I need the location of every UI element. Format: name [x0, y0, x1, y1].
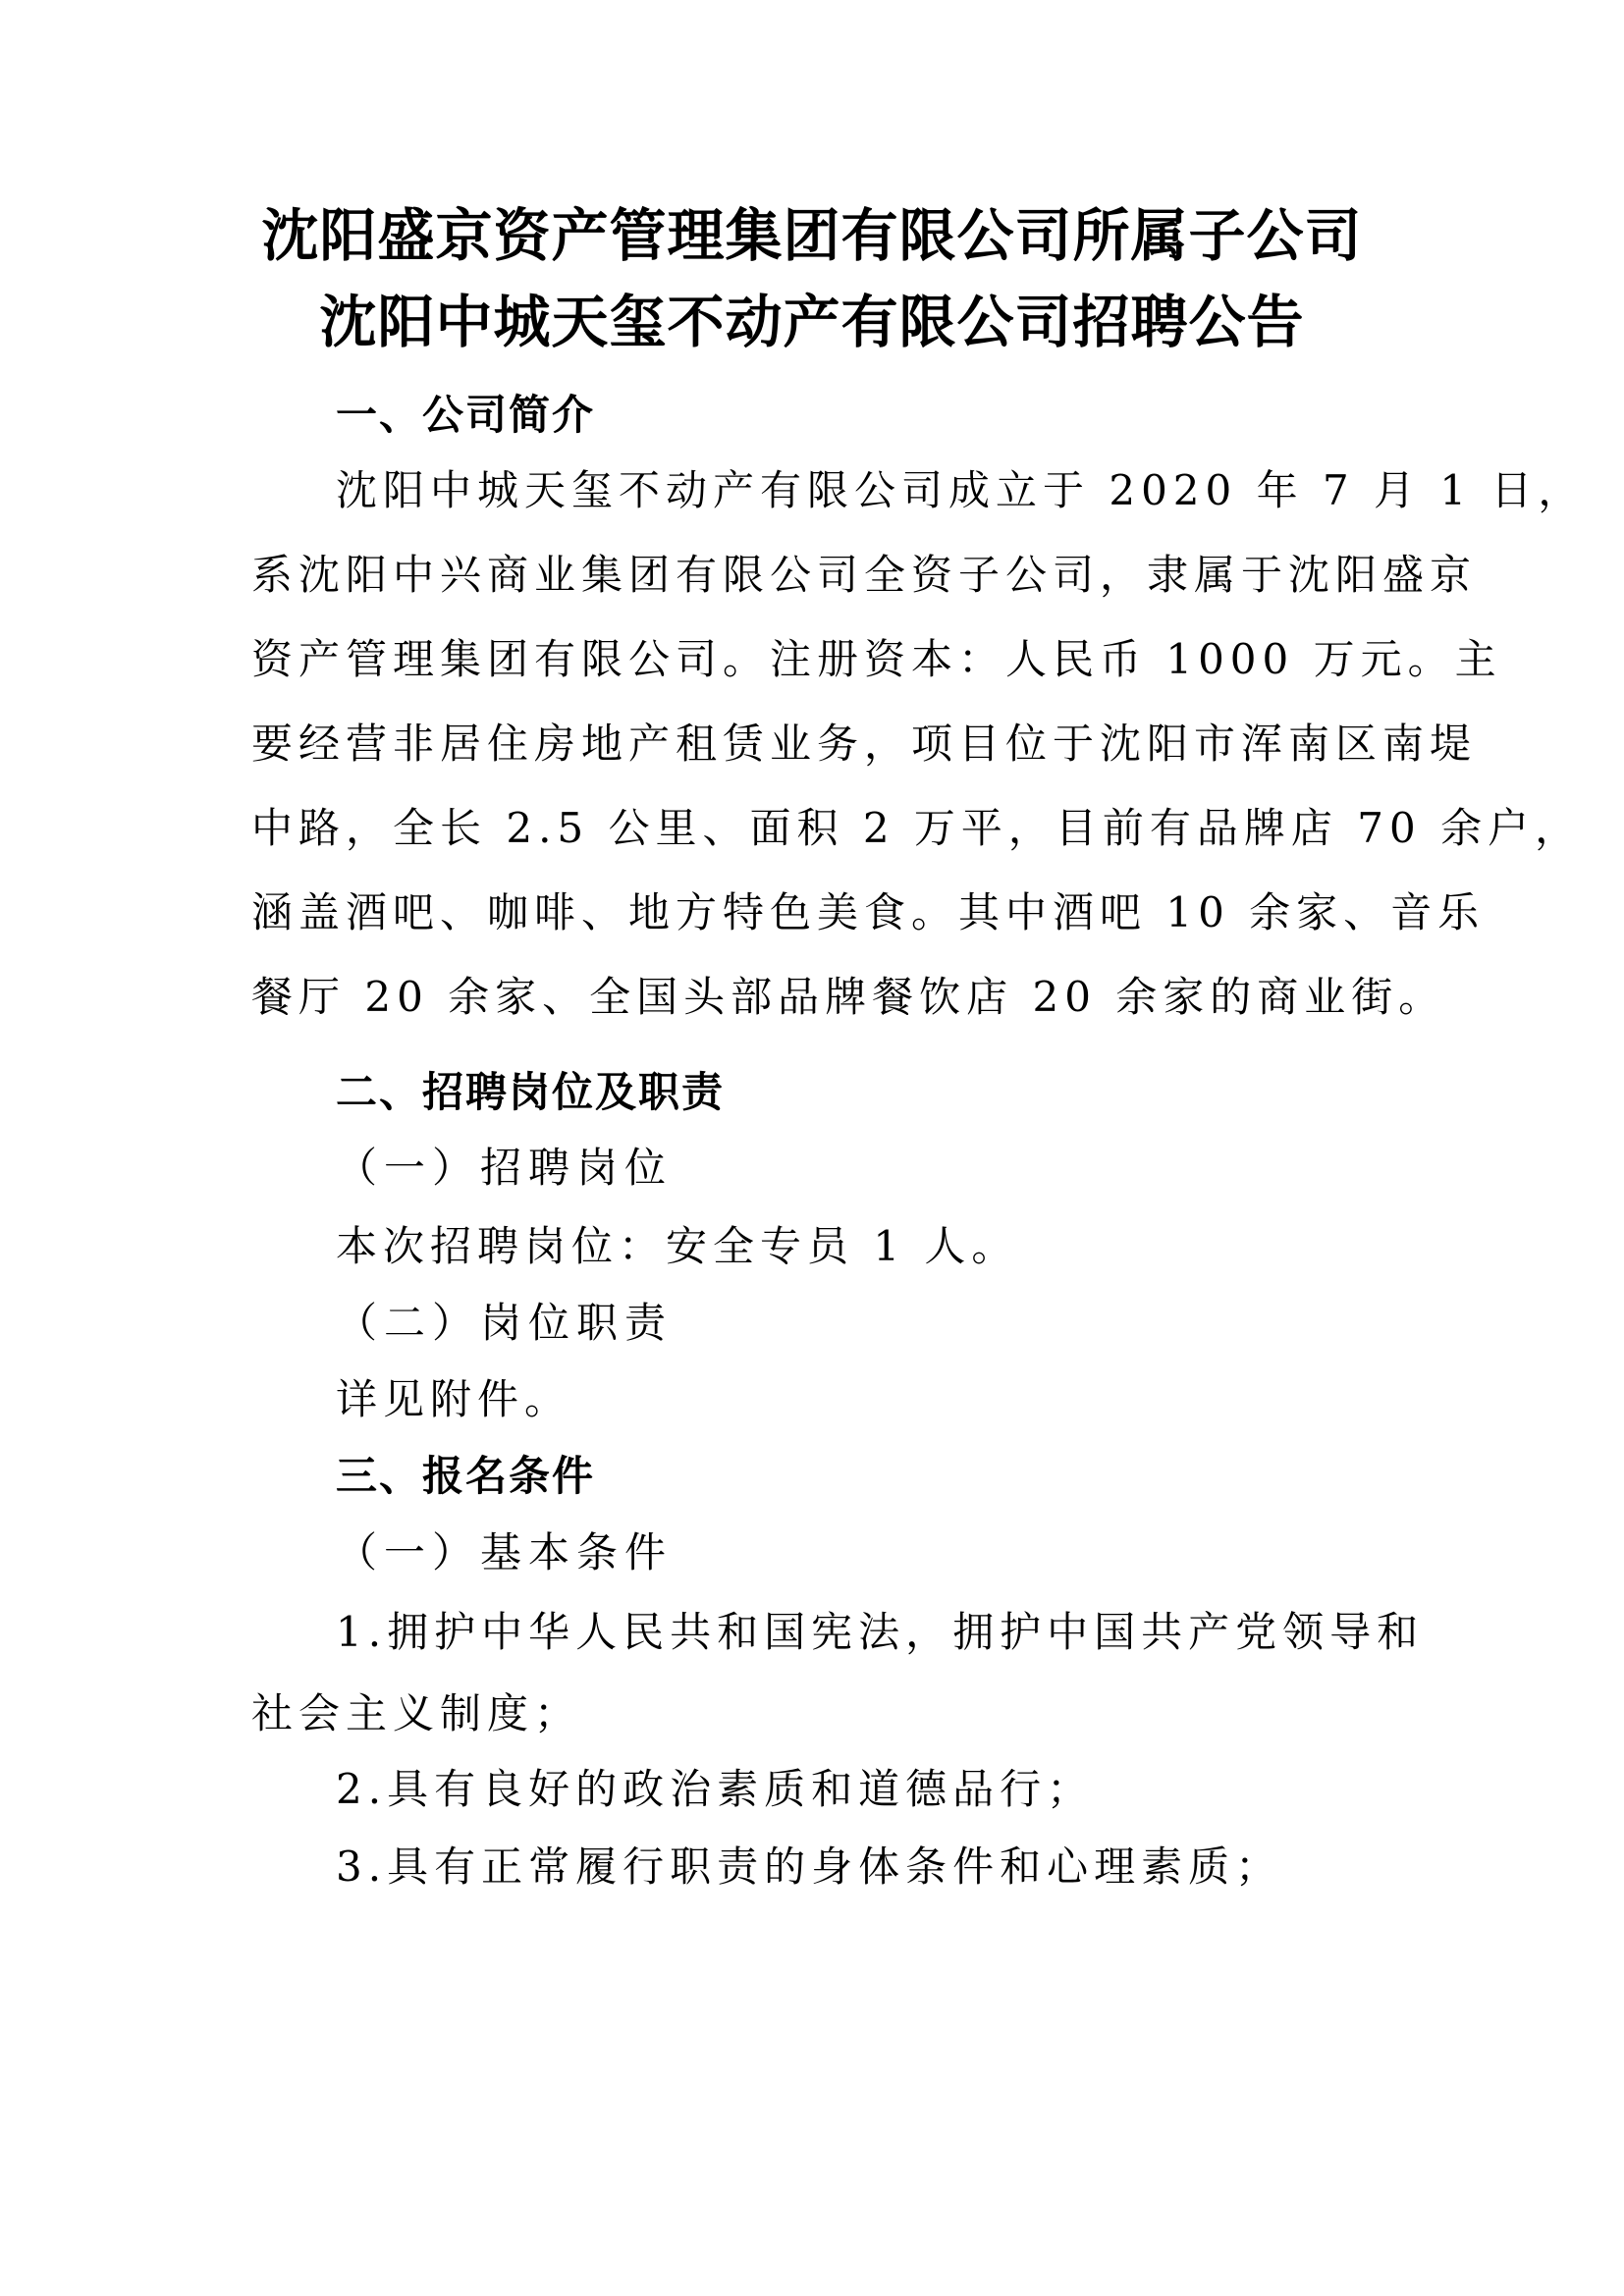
- paragraph-line: 要经营非居住房地产租赁业务，项目位于沈阳市浑南区南堤: [251, 720, 1478, 768]
- position-text: 本次招聘岗位：安全专员 1 人。: [336, 1222, 1019, 1270]
- requirement-item: 3.具有正常履行职责的身体条件和心理素质；: [336, 1842, 1283, 1891]
- section-heading-requirements: 三、报名条件: [336, 1452, 596, 1500]
- subsection-heading-position: （一）招聘岗位: [336, 1144, 674, 1192]
- requirement-item: 1.拥护中华人民共和国宪法，拥护中国共产党领导和: [336, 1608, 1425, 1656]
- requirement-item-continuation: 社会主义制度；: [251, 1689, 582, 1737]
- paragraph-line: 餐厅 20 余家、全国头部品牌餐饮店 20 余家的商业街。: [251, 973, 1446, 1021]
- paragraph-line: 资产管理集团有限公司。注册资本：人民币 1000 万元。主: [251, 635, 1502, 683]
- paragraph-line: 系沈阳中兴商业集团有限公司全资子公司，隶属于沈阳盛京: [251, 551, 1478, 599]
- document-title-line-1: 沈阳盛京资产管理集团有限公司所属子公司: [261, 202, 1363, 269]
- section-heading-company-profile: 一、公司简介: [336, 391, 596, 439]
- duties-text: 详见附件。: [336, 1375, 572, 1423]
- requirement-item: 2.具有良好的政治素质和道德品行；: [336, 1765, 1095, 1813]
- paragraph-line: 中路，全长 2.5 公里、面积 2 万平，目前有品牌店 70 余户，: [251, 804, 1583, 852]
- subsection-heading-duties: （二）岗位职责: [336, 1299, 674, 1347]
- section-heading-positions: 二、招聘岗位及职责: [336, 1068, 726, 1116]
- document-title-line-2: 沈阳中城天玺不动产有限公司招聘公告: [319, 289, 1305, 355]
- paragraph-line: 沈阳中城天玺不动产有限公司成立于 2020 年 7 月 1 日，: [336, 466, 1586, 514]
- paragraph-line: 涵盖酒吧、咖啡、地方特色美食。其中酒吧 10 余家、音乐: [251, 888, 1486, 936]
- subsection-heading-basic-requirements: （一）基本条件: [336, 1528, 674, 1576]
